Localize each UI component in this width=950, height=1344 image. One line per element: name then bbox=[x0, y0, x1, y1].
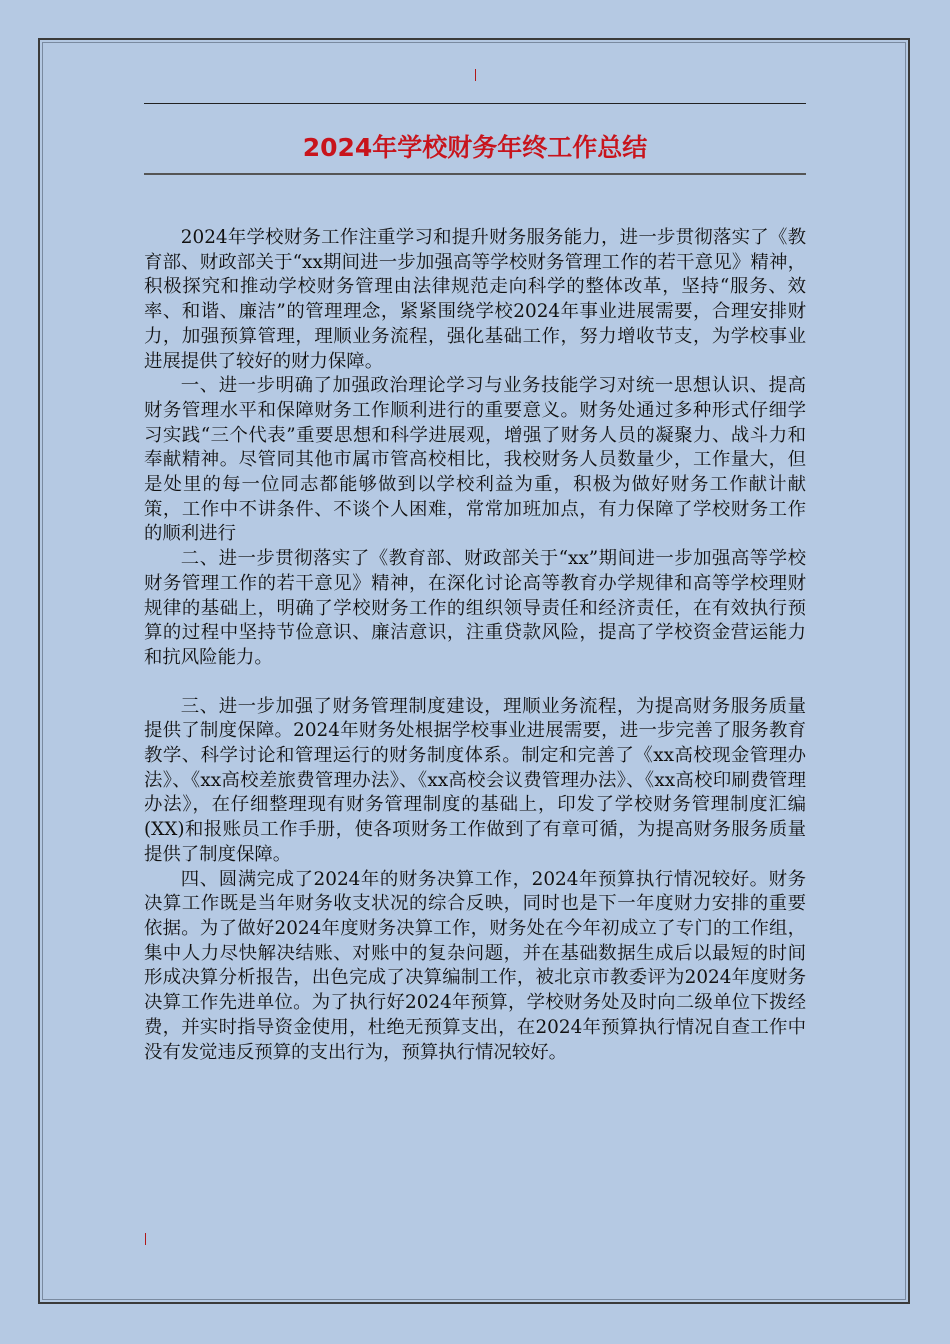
paragraph-section-2: 二、进一步贯彻落实了《教育部、财政部关于“xx”期间进一步加强高等学校财务管理工作的若干意见》精神，在深化讨论高等教育办学规律和高等学校理财规律的基础上，明确了学校财务工作的组织领导责任和经济责任，在有效执行预算的过程中坚持节俭意识、廉洁意识，注重贷款风险，提高了学校资金营运能力和抗风险能力。 bbox=[144, 548, 806, 668]
footer-marker bbox=[145, 1233, 146, 1245]
paragraph-intro: 2024年学校财务工作注重学习和提升财务服务能力，进一步贯彻落实了《教育部、财政部关于“xx期间进一步加强高等学校财务管理工作的若干意见》精神，积极探究和推动学校财务管理由法律规范走向科学的整体改革，坚持“服务、效率、和谐、廉洁”的管理理念，紧紧围绕学校2024年事业进展需要，合理安排财力，加强预算管理，理顺业务流程，强化基础工作，努力增收节支，为学校事业进展提供了较好的财力保障。 bbox=[144, 227, 806, 372]
header-rule bbox=[144, 103, 806, 104]
document-body bbox=[144, 226, 806, 1065]
paragraph-section-4: 四、圆满完成了2024年的财务决算工作，2024年预算执行情况较好。财务决算工作既是当年财务收支状况的综合反映，同时也是下一年度财力安排的重要依据。为了做好2024年度财务决算工作，财务处在今年初成立了专门的工作组，集中人力尽快解决结账、对账中的复杂问题，并在基础数据生成后以最短的时间形成决算分析报告，出色完成了决算编制工作，被北京市教委评为2024年度财务决算工作先进单位。为了执行好2024年预算，学校财务处及时向二级单位下拨经费，并实时指导资金使用，杜绝无预算支出，在2024年预算执行情况自查工作中没有发觉违反预算的支出行为，预算执行情况较好。 bbox=[144, 868, 806, 1063]
paragraph-section-1: 一、进一步明确了加强政治理论学习与业务技能学习对统一思想认识、提高财务管理水平和保障财务工作顺利进行的重要意义。财务处通过多种形式仔细学习实践“三个代表”重要思想和科学进展观，增强了财务人员的凝聚力、战斗力和奉献精神。尽管同其他市属市管高校相比，我校财务人员数量少，工作量大，但是处里的每一位同志都能够做到以学校利益为重，积极为做好财务工作献计献策，工作中不讲条件、不谈个人困难，常常加班加点，有力保障了学校财务工作的顺利进行 bbox=[144, 375, 806, 545]
paragraph-section-3: 三、进一步加强了财务管理制度建设，理顺业务流程，为提高财务服务质量提供了制度保障。2024年财务处根据学校事业进展需要，进一步完善了服务教育教学、科学讨论和管理运行的财务制度体系。制定和完善了《xx高校现金管理办法》、《xx高校差旅费管理办法》、《xx高校会议费管理办法》、《xx高校印刷费管理办法》，在仔细整理现有财务管理制度的基础上，印发了学校财务管理制度汇编(XX)和报账员工作手册，使各项财务工作做到了有章可循，为提高财务服务质量提供了制度保障。 bbox=[144, 695, 806, 865]
document-title: 2024年学校财务年终工作总结 bbox=[302, 133, 648, 162]
title-rule bbox=[144, 173, 806, 175]
header-marker bbox=[475, 69, 476, 81]
